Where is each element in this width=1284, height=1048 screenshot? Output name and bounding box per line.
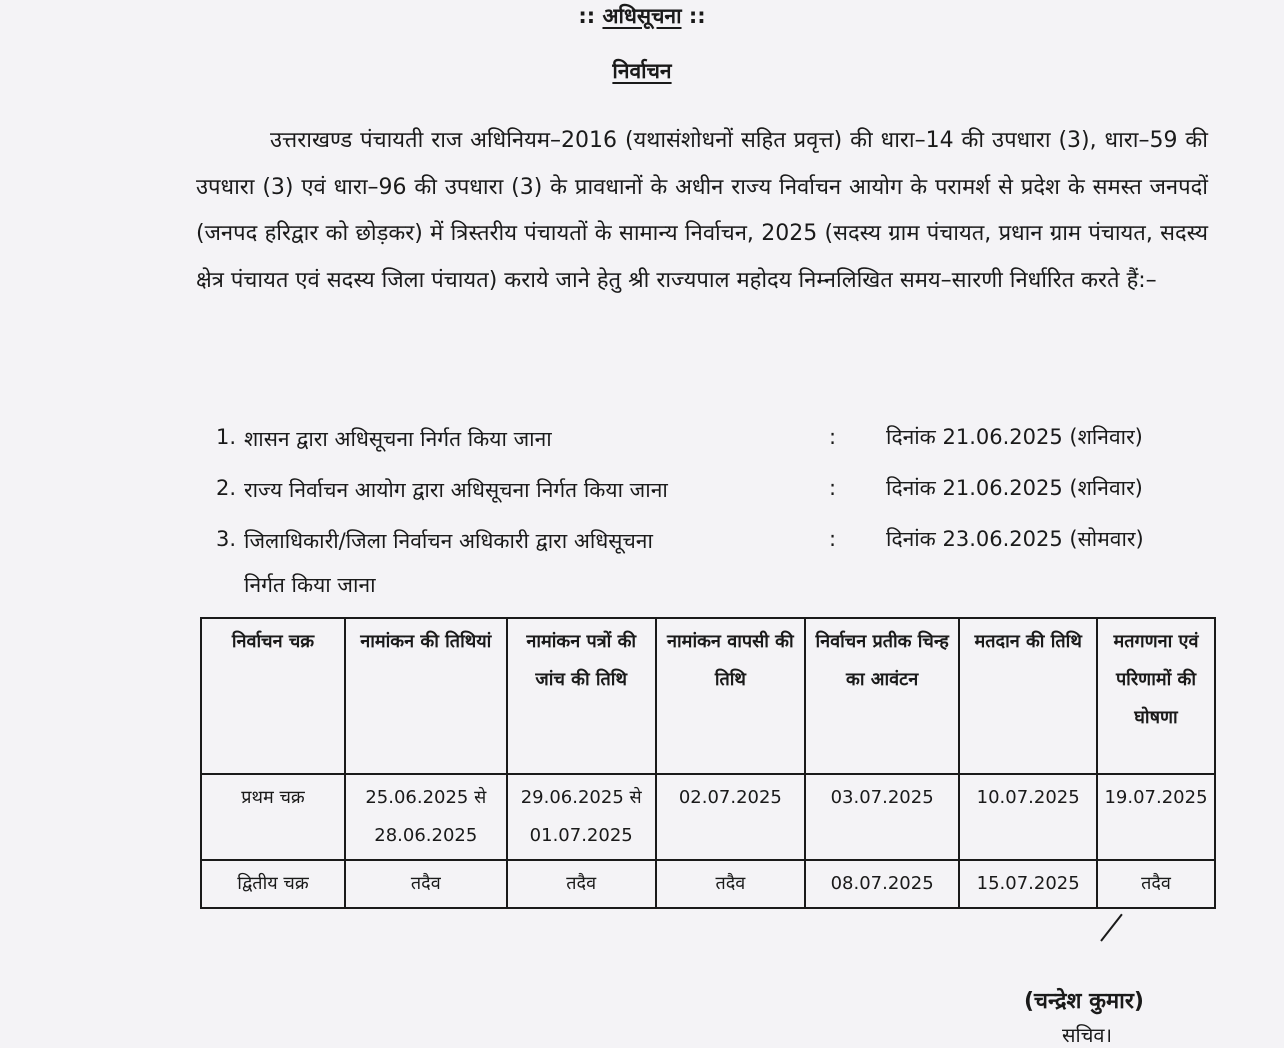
table-cell: 15.07.2025 — [959, 860, 1097, 908]
heading-suffix: :: — [688, 4, 706, 28]
table-header: नामांकन पत्रों की जांच की तिथि — [507, 618, 656, 774]
item-number: 1. — [216, 425, 237, 449]
item-1-colon: : — [829, 425, 837, 449]
table-cell: 10.07.2025 — [959, 774, 1097, 860]
item-3-date: दिनांक 23.06.2025 (सोमवार) — [886, 527, 1144, 551]
heading-prefix: :: — [578, 4, 596, 28]
item-1-date: दिनांक 21.06.2025 (शनिवार) — [886, 425, 1143, 449]
subtitle-text: निर्वाचन — [612, 59, 672, 83]
item-2-date: दिनांक 21.06.2025 (शनिवार) — [886, 476, 1143, 500]
table-cell: तदैव — [507, 860, 656, 908]
table-cell: प्रथम चक्र — [201, 774, 345, 860]
notification-title: अधिसूचना — [602, 4, 682, 28]
table-header: नामांकन वापसी की तिथि — [656, 618, 805, 774]
item-text: शासन द्वारा अधिसूचना निर्गत किया जाना — [244, 427, 552, 451]
item-text: राज्य निर्वाचन आयोग द्वारा अधिसूचना निर्गत किया जाना — [244, 478, 668, 502]
item-text: जिलाधिकारी/जिला निर्वाचन अधिकारी द्वारा अधिसूचना — [244, 529, 653, 553]
signature-mark — [1100, 914, 1123, 942]
body-paragraph: उत्तराखण्ड पंचायती राज अधिनियम–2016 (यथासंशोधनों सहित प्रवृत्त) की धारा–14 की उपधारा (3), धारा–59 की उपधारा (3) एवं धारा–96 की उपधारा (3) के प्रावधानों के अधीन राज्य निर्वाचन आयोग के परामर्श से प्रदेश के समस्त जनपदों (जनपद हरिद्वार को छोड़कर) में त्रिस्तरीय पंचायतों के सामान्य निर्वाचन, 2025 (सदस्य ग्राम पंचायत, प्रधान ग्राम पंचायत, सदस्य क्षेत्र पंचायत एवं सदस्य जिला पंचायत) कराये जाने हेतु श्री राज्यपाल महोदय निम्नलिखित समय–सारणी निर्धारित करते हैं:– — [196, 128, 1208, 293]
table-header: मतगणना एवं परिणामों की घोषणा — [1097, 618, 1215, 774]
table-header: निर्वाचन प्रतीक चिन्ह का आवंटन — [805, 618, 959, 774]
signatory-name: (चन्द्रेश कुमार) — [1024, 989, 1144, 1014]
table-cell: 19.07.2025 — [1097, 774, 1215, 860]
notification-subtitle — [0, 57, 1284, 85]
item-number: 2. — [216, 476, 237, 500]
item-number: 3. — [216, 527, 237, 551]
table-row — [201, 774, 1215, 860]
item-3-colon: : — [829, 527, 837, 551]
election-schedule-table — [200, 617, 1216, 909]
table-cell: द्वितीय चक्र — [201, 860, 345, 908]
table-header-row — [201, 618, 1215, 774]
table-header: मतदान की तिथि — [959, 618, 1097, 774]
table-header: निर्वाचन चक्र — [201, 618, 345, 774]
item-2-colon: : — [829, 476, 837, 500]
table-cell: 25.06.2025 से 28.06.2025 — [345, 774, 507, 860]
table-cell: 03.07.2025 — [805, 774, 959, 860]
table-cell: तदैव — [345, 860, 507, 908]
table-cell: तदैव — [1097, 860, 1215, 908]
signatory-title: सचिव। — [1062, 1023, 1113, 1047]
table-cell: 02.07.2025 — [656, 774, 805, 860]
table-row — [201, 860, 1215, 908]
table-cell: 08.07.2025 — [805, 860, 959, 908]
notification-heading — [0, 2, 1284, 30]
table-cell: तदैव — [656, 860, 805, 908]
item-text-continued: निर्गत किया जाना — [244, 573, 376, 597]
table-cell: 29.06.2025 से 01.07.2025 — [507, 774, 656, 860]
table-header: नामांकन की तिथियां — [345, 618, 507, 774]
